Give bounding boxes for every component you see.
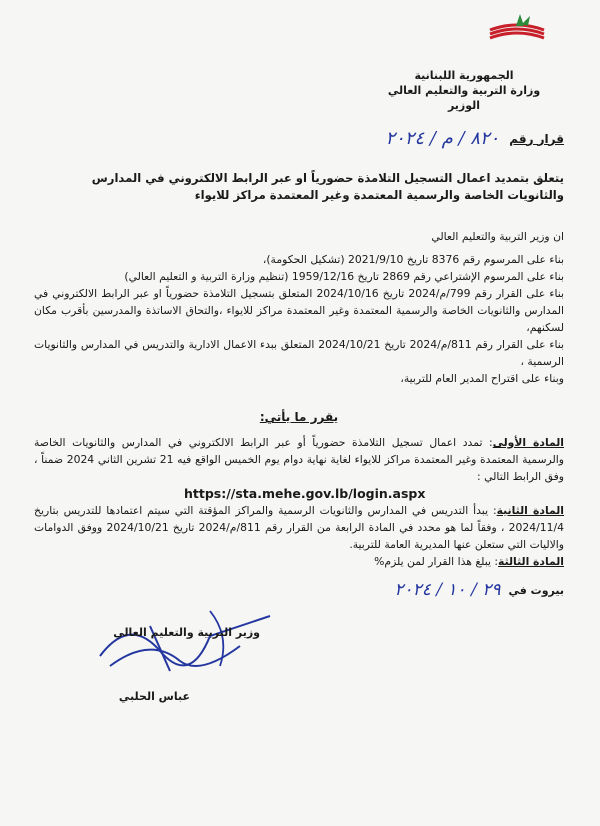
- article-1: [34, 434, 564, 502]
- signer-title: وزير التربية والتعليم العالي: [113, 626, 260, 639]
- article-3-text: : يبلغ هذا القرار لمن يلزم%: [374, 555, 499, 568]
- preamble-line: ان وزير التربية والتعليم العالي: [431, 230, 564, 243]
- letterhead: [364, 68, 564, 113]
- preamble-line: بناء على المرسوم الإشتراعي رقم 2869 تاريخ 1959/12/16 (تنظيم وزارة التربية و التعليم العالي): [124, 270, 564, 283]
- minister-title: الوزير: [447, 99, 481, 112]
- signature-icon: [90, 596, 280, 686]
- preamble-line: وبناء على اقتراح المدير العام للتربية،: [400, 372, 564, 385]
- handwritten-date: ٢٩ / ١٠ / ٢٠٢٤: [394, 580, 501, 600]
- decision-subject: يتعلق بتمديد اعمال التسجيل التلامذة حضورياً او عبر الرابط الالكتروني في المدارس والثانويات الخاصة والرسمية المعتمدة وغير المعتمدة مراكز للايواء: [91, 171, 564, 202]
- preamble-line: بناء على القرار رقم 811/م/2024 تاريخ 2024/10/21 المتعلق ببدء الاعمال الادارية والتدريس في المدارس والثانويات الرسمية ،: [34, 338, 565, 368]
- article-1-title: المادة الأولى: [492, 436, 564, 449]
- article-2-title: المادة الثانية: [496, 504, 564, 517]
- article-2-text: : يبدأ التدريس في المدارس والثانويات الرسمية والمراكز المؤقتة التي سيتم اعتمادها للتدريس بتاريخ 2024/11/4 ، وفقاً لما هو محدد في المادة الرابعة من القرار رقم 811/م/2024 تاريخ 2024/10/21 ووفق الدوامات والاليات التي ستعلن عنها المديرية العامة للتربية.: [34, 504, 564, 551]
- decides-heading: يقرر ما يأتي:: [259, 410, 339, 424]
- republic-name: الجمهورية اللبنانية: [414, 69, 514, 82]
- decision-number: [144, 128, 564, 149]
- ministry-name: وزارة التربية والتعليم العالي: [387, 84, 541, 97]
- article-2: [34, 502, 564, 553]
- preamble-line: بناء على المرسوم رقم 8376 تاريخ 2021/9/10 (تشكيل الحكومة)،: [262, 253, 564, 266]
- article-3: [34, 553, 564, 570]
- ministry-logo-icon: [482, 12, 552, 42]
- decision-number-label: قرار رقم: [509, 131, 564, 146]
- article-3-title: المادة الثالثة: [498, 555, 564, 568]
- place-date: [264, 580, 564, 600]
- article-1-text: : تمدد اعمال تسجيل التلامذة حضورياً أو عبر الرابط الالكتروني في المدارس والثانويات الخاصة والرسمية المعتمدة وغير المعتمدة مراكز للايواء لغاية نهاية دوام يوم الخميس الواقع فيه 21 تشرين الثاني 2024 ضمناً ، وفق الرابط التالي :: [34, 436, 564, 483]
- signer-name: عباس الحلبي: [118, 690, 190, 703]
- registration-link[interactable]: https://sta.mehe.gov.lb/login.aspx: [184, 486, 426, 501]
- beirut-label: بيروت في: [508, 583, 564, 597]
- decision-number-handwritten: ٨٢٠ / م / ٢٠٢٤: [385, 128, 500, 149]
- preamble: [34, 228, 564, 387]
- articles: [34, 434, 564, 570]
- preamble-line: بناء على القرار رقم 799/م/2024 تاريخ 2024/10/16 المتعلق بتسجيل التلامذة حضورياً او عبر الرابط الالكتروني في المدارس والثانويات الخاصة والرسمية المعتمدة وغير المعتمدة مراكز للايواء ،والتحاق الاساتذة والمدرسين بأقرب مكان لسكنهم،: [34, 287, 564, 334]
